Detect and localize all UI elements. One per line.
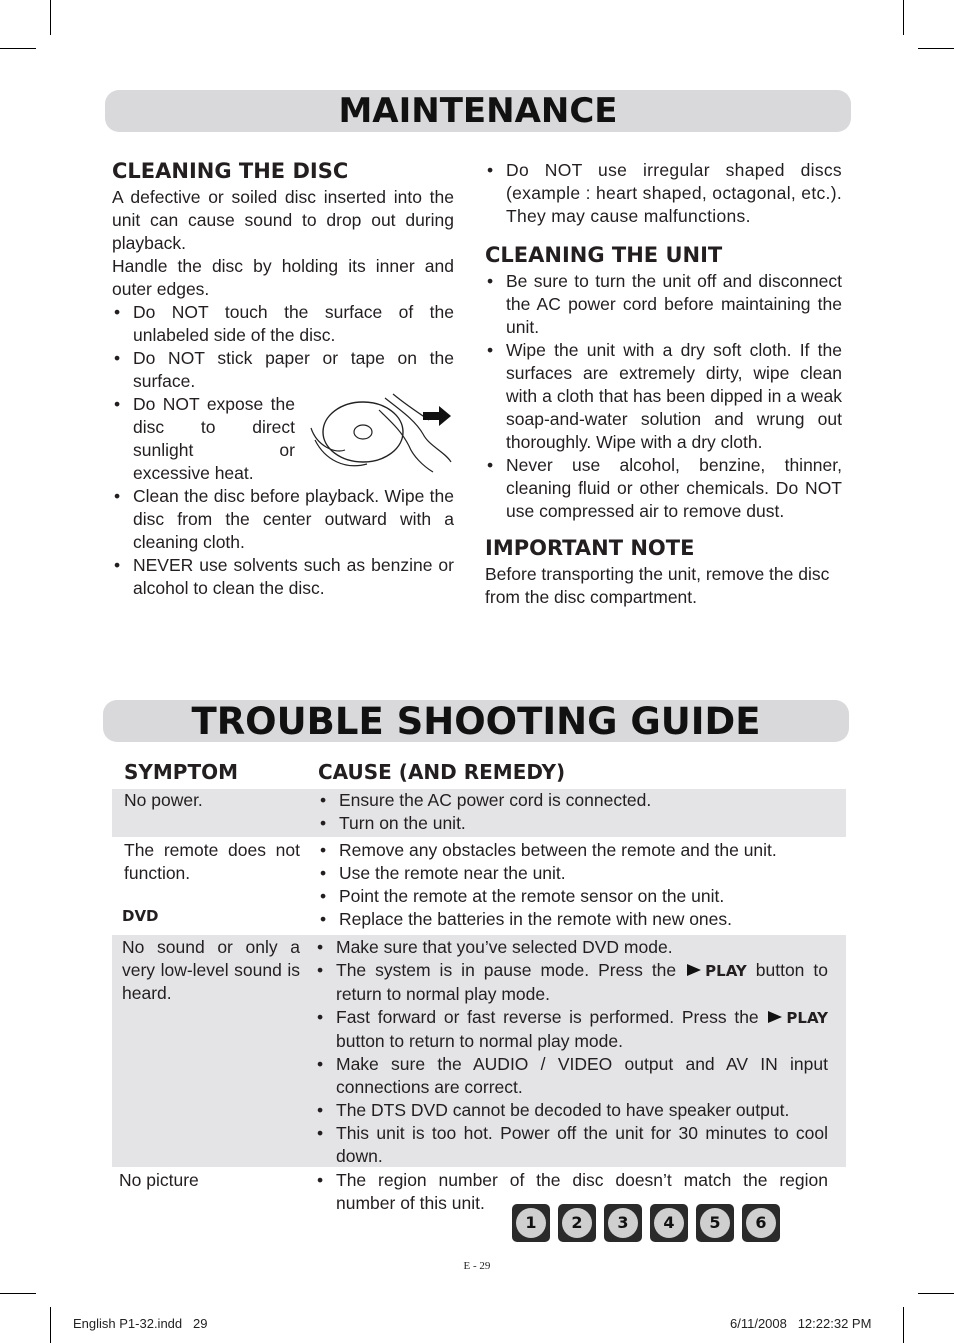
list-item: • The system is in pause mode. Press the PLAY button to return to normal play mode. — [315, 959, 828, 1006]
region-2-icon: 2 — [558, 1204, 596, 1242]
crop-mark — [918, 1293, 954, 1294]
list-item: • Turn on the unit. — [318, 812, 828, 835]
table-row — [112, 789, 846, 837]
page-number: E - 29 — [463, 1260, 491, 1272]
crop-mark — [50, 1307, 51, 1343]
troubleshooting-title: TROUBLE SHOOTING GUIDE — [191, 700, 761, 743]
list-item: • Use the remote near the unit. — [318, 862, 828, 885]
list-item: • Do NOT use irregular shaped discs (example : heart shaped, octagonal, etc.). They may cause malfunctions. — [485, 159, 842, 228]
cause-column-header: CAUSE (AND REMEDY) — [318, 760, 566, 784]
symptom-column-header: SYMPTOM — [124, 760, 238, 784]
important-note-text: Before transporting the unit, remove the disc from the disc compartment. — [485, 564, 830, 607]
cleaning-disc-section — [112, 158, 454, 600]
list-item: • Clean the disc before playback. Wipe the disc from the center outward with a cleaning cloth. — [112, 485, 454, 554]
play-triangle-icon — [768, 1011, 782, 1023]
list-item: • Do NOT touch the surface of the unlabeled side of the disc. — [112, 301, 454, 347]
list-item: • Replace the batteries in the remote with new ones. — [318, 908, 828, 931]
crop-mark — [50, 0, 51, 35]
disc-cleaning-illustration — [305, 390, 455, 474]
symptom-cell: The remote does not function. — [124, 840, 300, 883]
list-item: • The DTS DVD cannot be decoded to have speaker output. — [315, 1099, 828, 1122]
region-code-icons — [512, 1204, 780, 1242]
cleaning-disc-heading: CLEANING THE DISC — [112, 159, 349, 183]
footer-date-info: 6/11/2008 12:22:32 PM — [730, 1316, 872, 1331]
list-item: • Ensure the AC power cord is connected. — [318, 789, 828, 812]
cleaning-unit-bullets — [485, 270, 842, 523]
cleaning-disc-intro-2: Handle the disc by holding its inner and outer edges. — [112, 256, 454, 299]
maintenance-title-banner — [105, 90, 851, 132]
crop-mark — [918, 48, 954, 49]
list-item: • Do NOT expose the disc to direct sunlight or excessive heat. — [112, 393, 295, 485]
list-item: • Do NOT stick paper or tape on the surface. — [112, 347, 454, 393]
right-column — [485, 159, 842, 609]
play-label: PLAY — [705, 962, 747, 980]
crop-mark — [0, 1293, 36, 1294]
troubleshooting-title-banner — [103, 700, 849, 742]
play-triangle-icon — [687, 964, 701, 976]
crop-mark — [903, 1307, 904, 1343]
footer-file-info: English P1-32.indd 29 — [73, 1316, 208, 1331]
symptom-cell: No power. — [124, 790, 203, 810]
list-item: • Fast forward or fast reverse is performed. Press the PLAY button to return to normal play mode. — [315, 1006, 828, 1053]
list-item: • Remove any obstacles between the remote and the unit. — [318, 839, 828, 862]
cleaning-unit-heading: CLEANING THE UNIT — [485, 243, 723, 267]
list-item: • Make sure that you’ve selected DVD mode. — [315, 936, 828, 959]
region-5-icon: 5 — [696, 1204, 734, 1242]
list-item: • Wipe the unit with a dry soft cloth. If the surfaces are extremely dirty, wipe clean with a cloth that has been dipped in a weak soap-and-water solution and wrung out thoroughly. Wipe with a dry cloth. — [485, 339, 842, 454]
list-item: • The region number of the disc doesn’t match the region number of this unit. — [315, 1169, 828, 1215]
irregular-disc-bullet — [485, 159, 842, 228]
dvd-label: DVD — [122, 907, 159, 925]
maintenance-title: MAINTENANCE — [338, 91, 618, 131]
cause-cell — [318, 789, 828, 835]
symptom-cell: No picture — [119, 1170, 199, 1190]
region-3-icon: 3 — [604, 1204, 642, 1242]
cause-cell — [318, 839, 828, 931]
symptom-cell: No sound or only a very low-level sound is heard. — [122, 937, 300, 1003]
list-item: • Point the remote at the remote sensor on the unit. — [318, 885, 828, 908]
list-item: • Make sure the AUDIO / VIDEO output and AV IN input connections are correct. — [315, 1053, 828, 1099]
list-item: • Be sure to turn the unit off and disconnect the AC power cord before maintaining the unit. — [485, 270, 842, 339]
cleaning-disc-intro-1: A defective or soiled disc inserted into the unit can cause sound to drop out during playback. — [112, 187, 454, 253]
cause-cell — [315, 936, 828, 1168]
region-6-icon: 6 — [742, 1204, 780, 1242]
play-label: PLAY — [786, 1009, 828, 1027]
crop-mark — [903, 0, 904, 35]
important-note-heading: IMPORTANT NOTE — [485, 536, 695, 560]
table-row — [112, 935, 846, 1167]
region-4-icon: 4 — [650, 1204, 688, 1242]
region-1-icon: 1 — [512, 1204, 550, 1242]
table-row — [112, 839, 846, 934]
list-item: • NEVER use solvents such as benzine or alcohol to clean the disc. — [112, 554, 454, 600]
list-item: • Never use alcohol, benzine, thinner, cleaning fluid or other chemicals. Do NOT use compressed air to remove dust. — [485, 454, 842, 523]
crop-mark — [0, 48, 36, 49]
list-item: • This unit is too hot. Power off the unit for 30 minutes to cool down. — [315, 1122, 828, 1168]
